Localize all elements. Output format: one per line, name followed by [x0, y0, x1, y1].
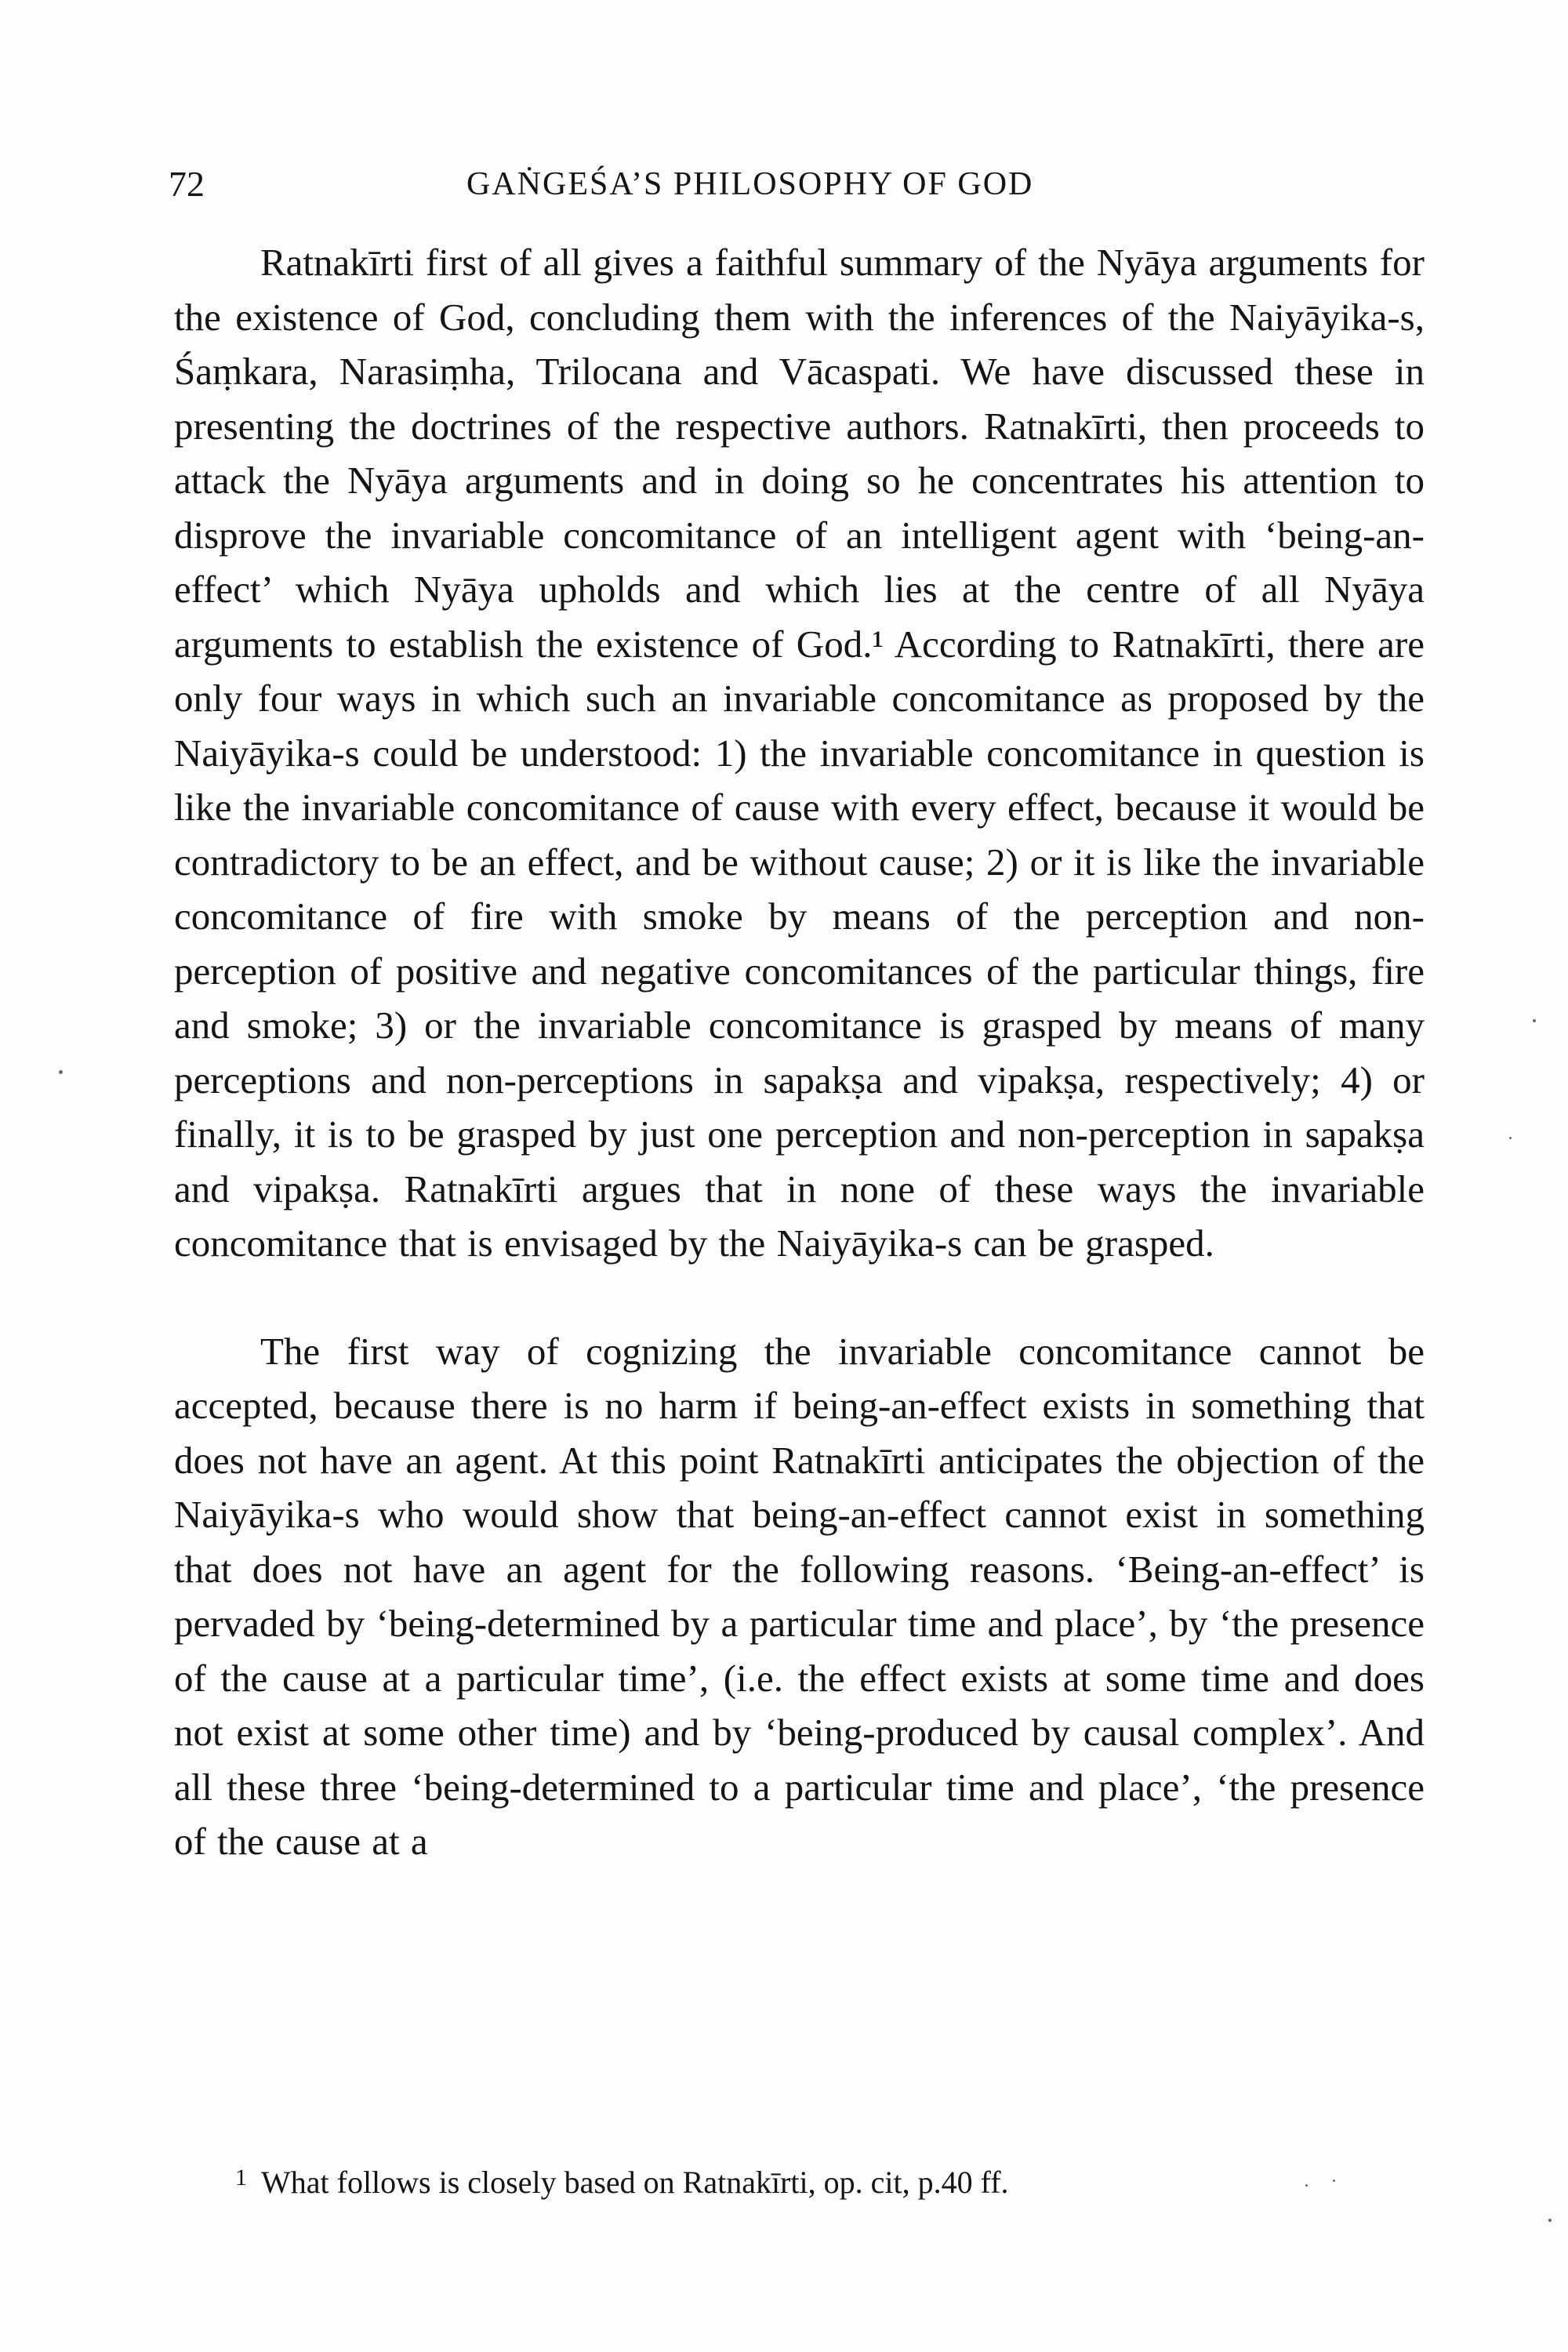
footnote-text: What follows is closely based on Ratnakīrti, op. cit, p.40 ff. — [261, 2165, 1009, 2200]
footnote-marker: 1 — [235, 2165, 247, 2190]
scan-speck — [1333, 2180, 1335, 2182]
paragraph-2: The first way of cognizing the invariable concomitance cannot be accepted, because there is no harm if being-an-effect exists in something that does not have an agent. At this point Ratnakīrti anticipates the objection of the Naiyāyika-s who would show that being-an-effect cannot exist in something that does not have an agent for the following reasons. ‘Being-an-effect’ is pervaded by ‘being-determined by a particular time and place’, by ‘the presence of the cause at a particular time’, (i.e. the effect exists at some time and does not exist at some other time) and by ‘being-produced by causal complex’. And all these three ‘being-determined to a particular time and place’, ‘the presence of the cause at a — [174, 1329, 1425, 1863]
scan-speck — [59, 1070, 63, 1074]
scan-speck — [1509, 1137, 1512, 1139]
running-head — [169, 157, 1439, 212]
footnote — [235, 2156, 1411, 2205]
running-title: GAṄGEŚA’S PHILOSOPHY OF GOD — [466, 166, 1034, 202]
paragraph-1: Ratnakīrti first of all gives a faithful summary of the Nyāya arguments for the existence of God, concluding them with the inferences of the Naiyāyika-s, Śaṃkara, Narasiṃha, Trilocana and Vācaspati. We have discussed these in presenting the doctrines of the respective authors. Ratnakīrti, then proceeds to attack the Nyāya arguments and in doing so he concentrates his attention to disprove the invariable concomitance of an intelligent agent with ‘being-an-effect’ which Nyāya upholds and which lies at the centre of all Nyāya arguments to establish the existence of God.¹ According to Ratnakīrti, there are only four ways in which such an invariable concomitance as proposed by the Naiyāyika-s could be understood: 1) the invariable concomitance in question is like the invariable concomitance of cause with every effect, because it would be contradictory to be an effect, and be without cause; 2) or it is like the invariable concomitance of fire with smoke by means of the perception and non-perception of positive and negative concomitances of the particular things, fire and smoke; 3) or the invariable concomitance is grasped by means of many perceptions and non-perceptions in sapakṣa and vipakṣa, respectively; 4) or finally, it is to be grasped by just one perception and non-perception in sapakṣa and vipakṣa. Ratnakīrti argues that in none of these ways the invariable concomitance that is envisaged by the Naiyāyika-s can be grasped. — [174, 241, 1425, 1265]
scan-speck — [1533, 1019, 1536, 1022]
scan-speck — [1305, 2184, 1308, 2187]
body-text — [174, 235, 1425, 1869]
page-number: 72 — [169, 164, 205, 204]
scan-speck — [1548, 2219, 1552, 2222]
